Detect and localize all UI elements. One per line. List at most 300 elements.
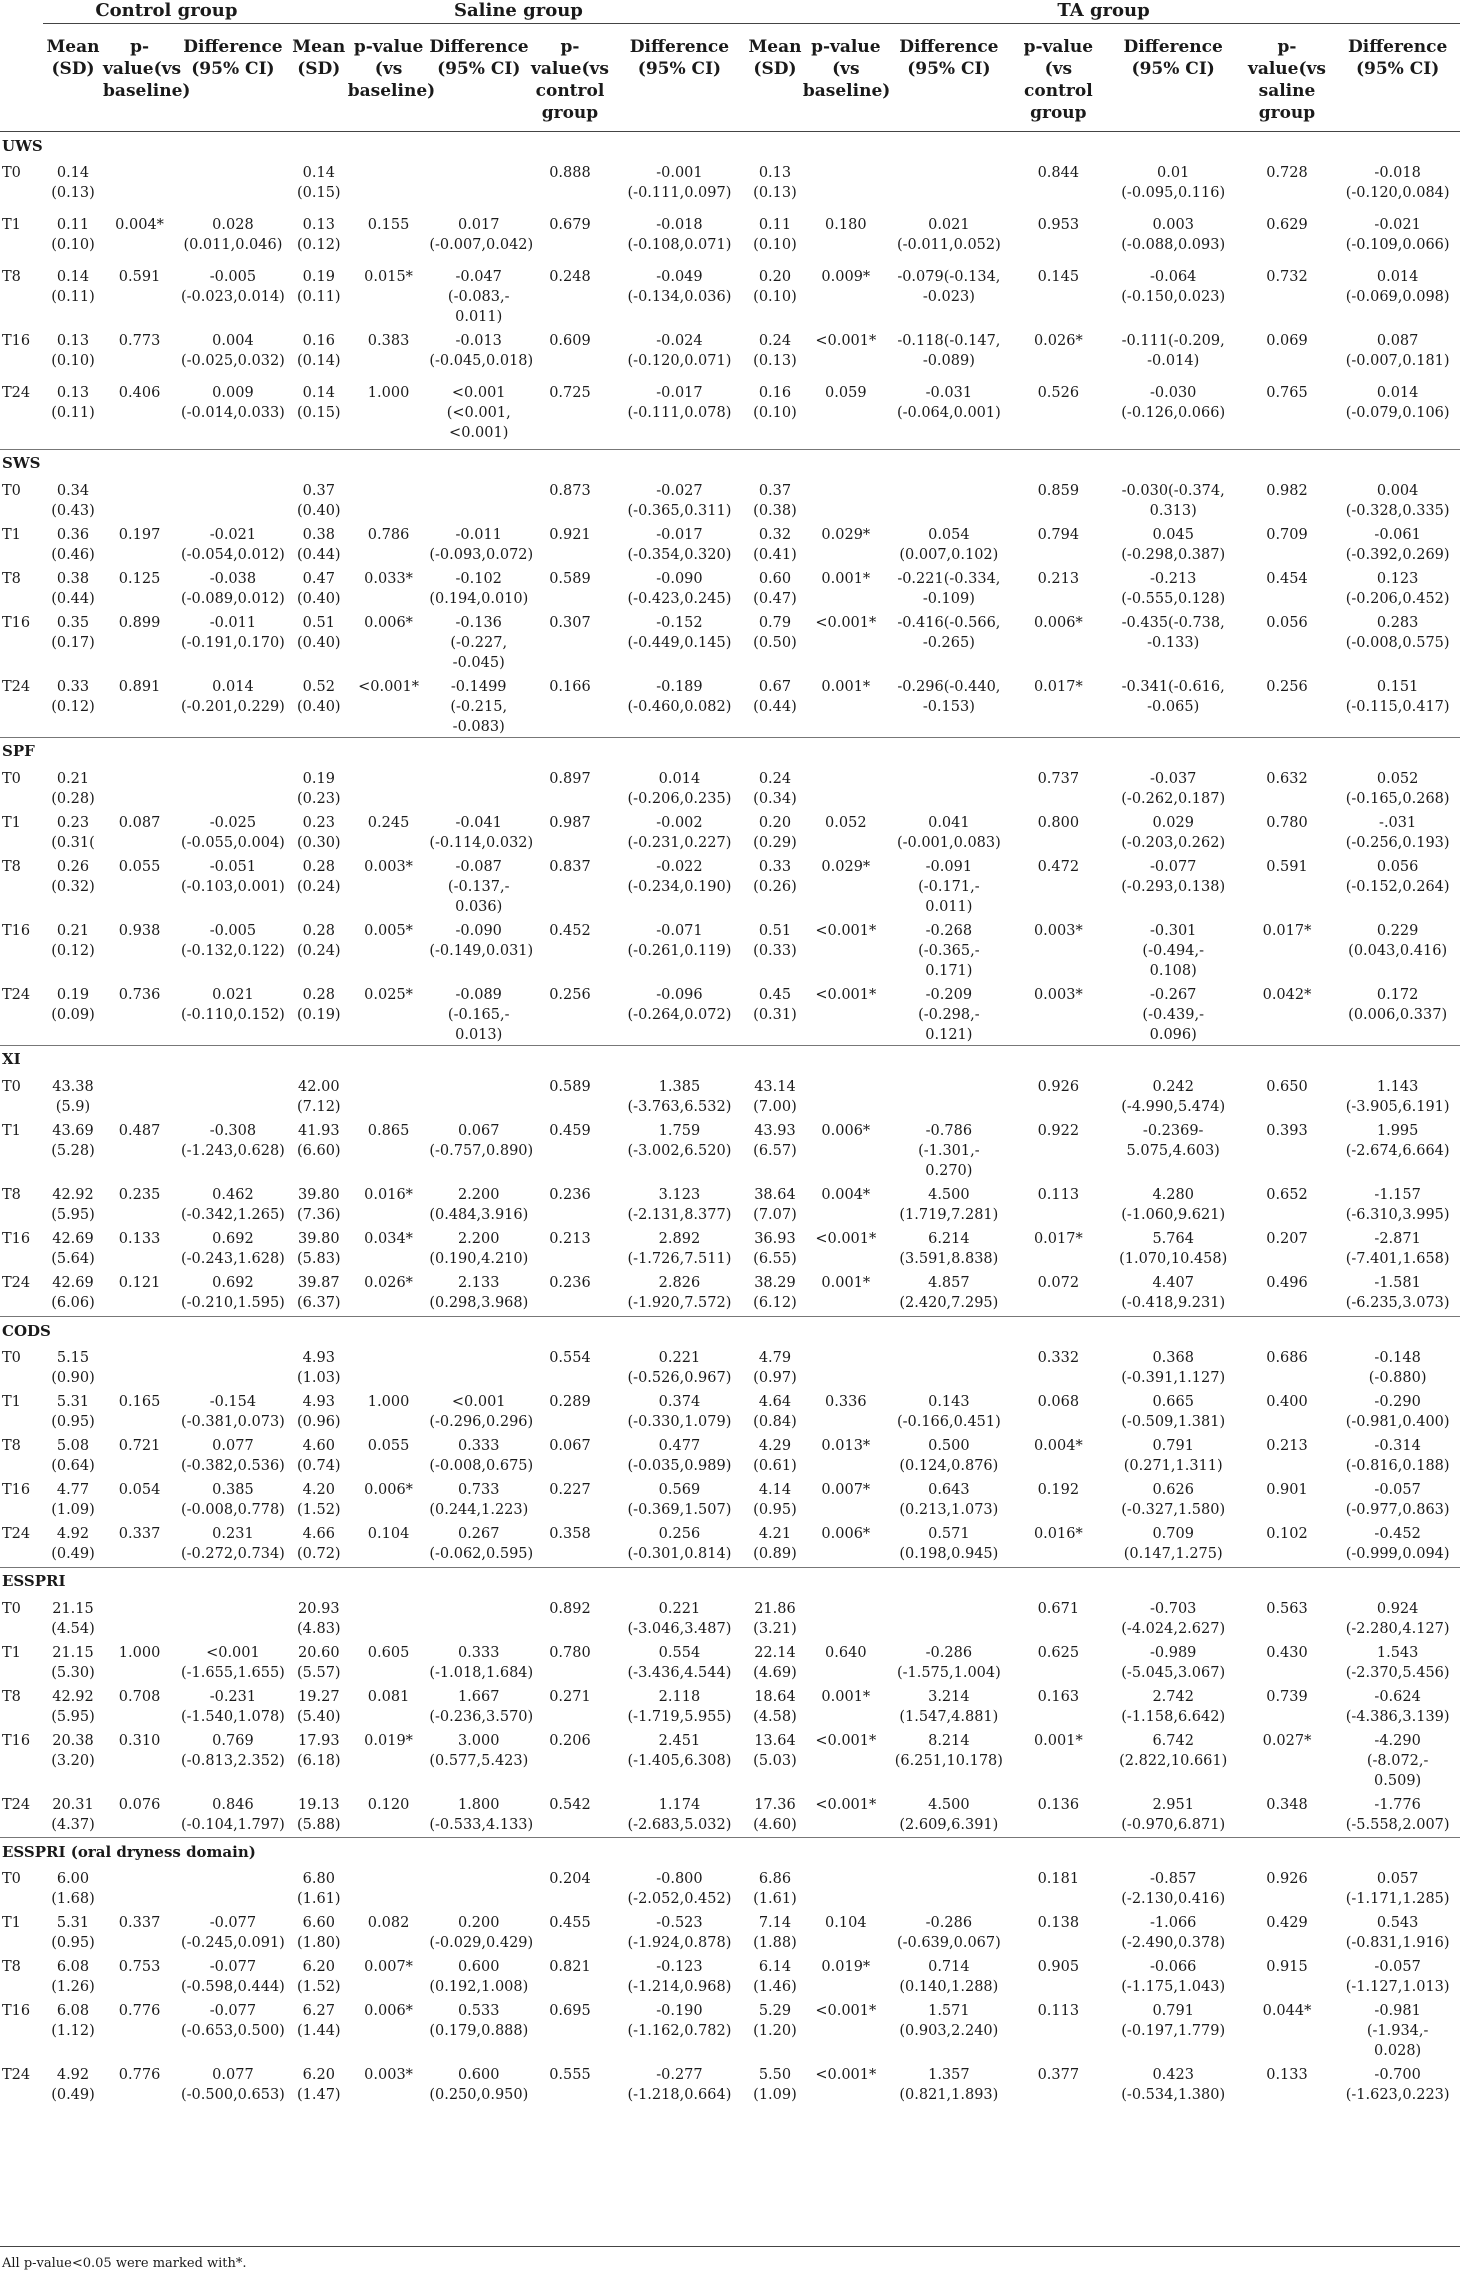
table-cell: 0.982 [1266, 482, 1308, 499]
table-body [0, 132, 1460, 2106]
table-cell: 0.013* [821, 1438, 871, 1454]
table-cell: 0.650 [1266, 1078, 1308, 1095]
table-cell: 0.067 [549, 1438, 591, 1454]
table-cell: 21.86 (3.21) [753, 1600, 797, 1637]
table-cell: 0.221 (-3.046,3.487) [627, 1600, 732, 1637]
table-cell: 0.626 (-0.327,1.580) [1121, 1482, 1226, 1518]
table-cell: 0.45 (0.31) [753, 986, 797, 1023]
table-cell: 41.93 (6.60) [296, 1122, 341, 1159]
table-cell: -0.096 (-0.264,0.072) [627, 986, 732, 1023]
table-cell: 0.383 [367, 333, 410, 349]
table-cell: 0.077 (-0.382,0.536) [181, 1438, 285, 1474]
table-cell: -0.416(-0.566, -0.265) [897, 614, 1001, 651]
table-cell: 0.004 (-0.328,0.335) [1345, 482, 1450, 519]
table-cell: 0.14 (0.15) [296, 165, 341, 201]
table-cell: 0.200 (-0.029,0.429) [429, 1915, 534, 1951]
table-cell: -0.041 (-0.114,0.032) [429, 814, 534, 851]
table-cell: 0.686 [1266, 1350, 1308, 1366]
table-cell: 0.21 (0.28) [51, 770, 95, 807]
table-row [0, 327, 1460, 379]
table-cell: 0.679 [549, 217, 591, 233]
table-cell: 0.007* [364, 1959, 413, 1975]
table-cell: 0.709 (0.147,1.275) [1123, 1526, 1223, 1562]
table-cell: -0.030 (-0.126,0.066) [1121, 385, 1226, 421]
table-cell: 0.455 [549, 1915, 591, 1931]
timepoint-cell: T24 [2, 1796, 31, 1813]
table-cell: 8.214 (6.251,10.178) [894, 1732, 1003, 1769]
table-cell: 0.915 [1266, 1959, 1308, 1975]
table-cell: 0.873 [549, 482, 591, 499]
table-cell: 0.003 (-0.088,0.093) [1121, 217, 1226, 253]
table-cell: 0.926 [1037, 1078, 1080, 1095]
table-cell: 0.600 (0.192,1.008) [429, 1959, 529, 1995]
table-cell: 0.180 [825, 217, 867, 233]
table-cell: 0.37 (0.40) [296, 482, 341, 519]
table-cell: -1.157 (-6.310,3.995) [1345, 1186, 1450, 1223]
table-cell: <0.001* [358, 678, 420, 695]
table-cell: 0.60 (0.47) [753, 570, 797, 607]
table-cell: 0.337 [118, 1526, 161, 1542]
table-cell: -0.296(-0.440, -0.153) [897, 678, 1001, 715]
table-cell: 0.11 (0.10) [51, 217, 95, 253]
table-cell [103, 1865, 176, 1909]
table-cell [348, 1344, 430, 1388]
table-cell: 0.35 (0.17) [51, 614, 95, 651]
table-cell: 0.052 (-0.165,0.268) [1345, 770, 1450, 807]
table-cell: 1.759 (-3.002,6.520) [627, 1122, 732, 1159]
table-cell: 0.922 [1037, 1122, 1080, 1139]
col-header-ta-diff-control: Difference (95% CI) [1108, 24, 1239, 132]
table-cell: 0.145 [1037, 269, 1080, 285]
table-cell: 0.197 [118, 526, 161, 543]
table-cell: 0.865 [367, 1122, 410, 1139]
table-cell [176, 1595, 290, 1639]
table-cell: 0.728 [1266, 165, 1308, 181]
col-header-control-p-baseline: p-value(vs baseline) [103, 24, 176, 132]
table-cell: -0.314 (-0.816,0.188) [1345, 1438, 1450, 1474]
table-cell: 0.125 [118, 570, 161, 587]
table-cell: 0.056 (-0.152,0.264) [1345, 858, 1450, 895]
table-cell: -0.154 (-0.381,0.073) [181, 1394, 285, 1430]
table-cell: 0.19 (0.09) [51, 986, 95, 1023]
table-cell: 43.93 (6.57) [753, 1122, 797, 1159]
table-cell: 0.019* [364, 1732, 413, 1749]
table-cell [103, 1595, 176, 1639]
table-cell: 2.200 (0.190,4.210) [429, 1230, 529, 1267]
table-cell: -0.049 (-0.134,0.036) [627, 269, 732, 305]
table-cell: 6.214 (3.591,8.838) [899, 1230, 999, 1267]
table-row [0, 1953, 1460, 1997]
table-cell: 0.800 [1037, 814, 1080, 831]
table-cell: 0.554 [549, 1350, 591, 1366]
table-cell: 0.652 [1266, 1186, 1308, 1203]
table-cell: 0.113 [1037, 2003, 1080, 2019]
section-header-row [0, 1838, 1460, 1866]
table-cell: -0.989 (-5.045,3.067) [1121, 1644, 1226, 1681]
section-title: ESSPRI (oral dryness domain) [0, 1838, 1460, 1866]
table-cell: 0.041 (-0.001,0.083) [896, 814, 1001, 851]
table-cell: 6.08 (1.12) [51, 2003, 95, 2039]
table-cell: 0.374 (-0.330,1.079) [627, 1394, 732, 1430]
table-cell: 0.19 (0.11) [296, 269, 341, 305]
table-cell: 1.357 (0.821,1.893) [899, 2067, 999, 2103]
table-cell: 0.077 (-0.500,0.653) [181, 2067, 285, 2103]
table-cell: 0.733 (0.244,1.223) [429, 1482, 529, 1518]
table-row [0, 1225, 1460, 1269]
table-cell: 0.714 (0.140,1.288) [899, 1959, 999, 1995]
table-cell [429, 159, 528, 211]
table-cell: 0.423 (-0.534,1.380) [1121, 2067, 1226, 2103]
table-cell: -0.057 (-0.977,0.863) [1345, 1482, 1450, 1518]
col-header-saline-p-control: p-value(vs control group [528, 24, 612, 132]
table-cell: 6.80 (1.61) [296, 1871, 341, 1907]
col-header-ta-p-saline: p-value(vs saline group [1239, 24, 1336, 132]
table-cell: 5.15 (0.90) [51, 1350, 95, 1386]
table-cell: 0.776 [118, 2003, 161, 2019]
table-cell: 0.16 (0.14) [296, 333, 341, 369]
table-cell: 1.800 (-0.533,4.133) [429, 1796, 534, 1833]
table-cell: 0.26 (0.32) [51, 858, 95, 895]
table-cell: 17.93 (6.18) [296, 1732, 341, 1769]
table-cell: 0.003* [1033, 922, 1083, 939]
table-cell: 43.38 (5.9) [52, 1078, 94, 1115]
col-header-ta-p-control: p-value (vs control group [1009, 24, 1108, 132]
table-cell: 5.31 (0.95) [51, 1915, 95, 1951]
table-cell: 0.006* [821, 1122, 871, 1139]
table-cell [889, 1344, 1009, 1388]
table-row [0, 1791, 1460, 1838]
table-cell: 4.29 (0.61) [753, 1438, 797, 1474]
table-cell [429, 1073, 528, 1117]
table-cell: 0.042* [1262, 986, 1312, 1003]
table-cell: 0.017* [1033, 678, 1083, 695]
table-cell [429, 477, 528, 521]
table-row [0, 1181, 1460, 1225]
table-cell: 38.64 (7.07) [753, 1186, 797, 1223]
table-cell: 0.794 [1037, 526, 1080, 543]
col-header-ta-p-baseline: p-value (vs baseline) [803, 24, 889, 132]
timepoint-cell: T24 [2, 1526, 31, 1542]
table-cell: -1.581 (-6.235,3.073) [1345, 1274, 1450, 1311]
table-cell: 0.987 [549, 814, 591, 831]
table-cell: 0.236 [549, 1274, 591, 1291]
table-cell: 0.026* [1033, 333, 1083, 349]
table-cell: -0.800 (-2.052,0.452) [627, 1871, 732, 1907]
table-cell: 0.33 (0.26) [753, 858, 797, 895]
table-cell: 0.487 [118, 1122, 161, 1139]
table-cell: 0.11 (0.10) [753, 217, 797, 253]
table-cell: 0.014 (-0.206,0.235) [627, 770, 732, 807]
table-cell [889, 765, 1009, 809]
table-cell: 0.072 [1037, 1274, 1080, 1291]
table-cell: 6.20 (1.47) [296, 2067, 341, 2103]
table-cell: 0.67 (0.44) [753, 678, 797, 715]
table-cell: 0.207 [1266, 1230, 1308, 1247]
table-cell: -0.857 (-2.130,0.416) [1121, 1871, 1226, 1907]
table-cell: 0.23 (0.30) [296, 814, 341, 851]
column-header-row [0, 24, 1460, 132]
timepoint-cell: T0 [2, 1078, 21, 1095]
table-cell: -0.268 (-0.365,- 0.171) [918, 922, 980, 979]
table-cell: 0.640 [825, 1644, 867, 1661]
table-cell: 4.66 (0.72) [296, 1526, 341, 1562]
table-cell: 0.004* [821, 1186, 871, 1203]
table-cell: 1.995 (-2.674,6.664) [1345, 1122, 1450, 1159]
table-row [0, 1595, 1460, 1639]
table-cell: 0.102 [1266, 1526, 1308, 1542]
table-cell: 39.87 (6.37) [296, 1274, 341, 1311]
table-cell: 0.776 [118, 2067, 161, 2083]
table-cell: 0.859 [1037, 482, 1080, 499]
col-header-ta-diff: Difference (95% CI) [889, 24, 1009, 132]
table-cell: -0.231 (-1.540,1.078) [181, 1688, 285, 1725]
table-row [0, 853, 1460, 917]
table-cell: 21.15 (5.30) [51, 1644, 95, 1681]
table-cell: <0.001* [815, 1732, 877, 1749]
table-cell: 0.213 [549, 1230, 591, 1247]
table-cell: 4.500 (1.719,7.281) [899, 1186, 999, 1223]
table-row [0, 1727, 1460, 1791]
col-header-saline-mean: Mean (SD) [290, 24, 348, 132]
table-cell [803, 1865, 889, 1909]
table-cell: 0.017* [1033, 1230, 1083, 1247]
table-cell: 6.742 (2.822,10.661) [1119, 1732, 1228, 1769]
table-cell: -0.102 (0.194,0.010) [429, 570, 529, 607]
table-cell: -0.786 (-1.301,- 0.270) [918, 1122, 980, 1179]
table-cell: <0.001* [815, 986, 877, 1003]
table-cell: 0.888 [549, 165, 591, 181]
col-header-saline-diff-control: Difference (95% CI) [612, 24, 747, 132]
table-row [0, 1865, 1460, 1909]
table-cell: 0.569 (-0.369,1.507) [627, 1482, 732, 1518]
table-cell: 0.36 (0.46) [51, 526, 95, 563]
table-cell: 0.79 (0.50) [753, 614, 797, 651]
table-cell: -0.111(-0.209, -0.014) [1121, 333, 1225, 369]
table-cell: 0.629 [1266, 217, 1308, 233]
table-cell: 0.13 (0.11) [51, 385, 95, 421]
table-cell: 0.385 (-0.008,0.778) [181, 1482, 285, 1518]
table-cell: -0.002 (-0.231,0.227) [627, 814, 732, 851]
table-cell: 6.27 (1.44) [296, 2003, 341, 2039]
table-row [0, 211, 1460, 263]
table-cell: -0.011 (-0.191,0.170) [181, 614, 285, 651]
table-cell: -0.286 (-0.639,0.067) [896, 1915, 1001, 1951]
timepoint-cell: T0 [2, 770, 21, 787]
table-cell: 0.780 [1266, 814, 1308, 831]
table-cell: 0.003* [364, 2067, 413, 2083]
table-cell: 0.054 (0.007,0.102) [899, 526, 999, 563]
timepoint-cell: T1 [2, 1915, 21, 1931]
footnote: All p-value<0.05 were marked with*. [2, 2256, 247, 2271]
table-cell: 2.826 (-1.920,7.572) [627, 1274, 732, 1311]
table-cell: 0.052 [825, 814, 867, 831]
table-cell: -0.066 (-1.175,1.043) [1121, 1959, 1226, 1995]
table-cell: 2.118 (-1.719,5.955) [627, 1688, 732, 1725]
table-row [0, 673, 1460, 738]
section-title: UWS [0, 132, 1460, 160]
table-cell: -0.024 (-0.120,0.071) [627, 333, 732, 369]
section-header-row [0, 1045, 1460, 1073]
table-row [0, 1520, 1460, 1567]
table-cell: 0.393 [1266, 1122, 1308, 1139]
table-row [0, 1432, 1460, 1476]
table-cell: -0.061 (-0.392,0.269) [1345, 526, 1450, 563]
ta-group-header: TA group [747, 0, 1460, 24]
table-cell [429, 1344, 528, 1388]
table-cell: 0.13 (0.13) [753, 165, 797, 201]
table-cell: 0.029* [821, 858, 871, 875]
table-cell: -0.077 (-0.293,0.138) [1121, 858, 1226, 895]
table-cell [348, 765, 430, 809]
table-cell: 0.897 [549, 770, 591, 787]
table-row [0, 809, 1460, 853]
table-cell: 0.589 [549, 1078, 591, 1095]
table-cell: 0.500 (0.124,0.876) [899, 1438, 999, 1474]
table-cell: 0.068 [1037, 1394, 1080, 1410]
table-cell [176, 765, 290, 809]
table-cell: 0.28 (0.24) [296, 858, 341, 895]
timepoint-cell: T16 [2, 2003, 31, 2019]
timepoint-cell: T8 [2, 1959, 21, 1975]
table-cell [176, 1073, 290, 1117]
timepoint-cell: T1 [2, 814, 21, 831]
table-row [0, 2061, 1460, 2105]
table-cell: 0.605 [367, 1644, 410, 1661]
col-header-control-mean: Mean (SD) [43, 24, 103, 132]
table-cell: 0.589 [549, 570, 591, 587]
table-cell: -0.089 (-0.165,- 0.013) [447, 986, 510, 1043]
table-cell: 1.000 [367, 1394, 410, 1410]
table-cell: 6.00 (1.68) [51, 1871, 95, 1907]
table-row [0, 1909, 1460, 1953]
table-cell: 4.92 (0.49) [51, 1526, 95, 1562]
table-cell: 0.938 [118, 922, 161, 939]
timepoint-cell: T8 [2, 1688, 21, 1705]
table-cell: 0.765 [1266, 385, 1308, 401]
table-cell: <0.001* [815, 2003, 877, 2019]
table-cell: 0.20 (0.29) [753, 814, 797, 851]
table-cell [803, 477, 889, 521]
timepoint-cell: T1 [2, 1394, 21, 1410]
table-row [0, 609, 1460, 673]
table-cell: 0.591 [118, 269, 161, 285]
table-cell [103, 1073, 176, 1117]
table-cell: 0.014 (-0.069,0.098) [1345, 269, 1450, 305]
table-cell: -0.087 (-0.137,- 0.036) [447, 858, 510, 915]
table-cell: 0.34 (0.43) [51, 482, 95, 519]
table-cell: 2.200 (0.484,3.916) [429, 1186, 529, 1223]
table-cell: 0.206 [549, 1732, 591, 1749]
table-cell: 0.609 [549, 333, 591, 349]
table-cell: 0.082 [367, 1915, 410, 1931]
table-cell: 0.017 (-0.007,0.042) [429, 217, 534, 253]
table-cell: 0.034* [364, 1230, 413, 1247]
table-cell: 0.13 (0.10) [51, 333, 95, 369]
table-cell: 0.571 (0.198,0.945) [899, 1526, 999, 1562]
table-cell [103, 159, 176, 211]
table-cell: 1.543 (-2.370,5.456) [1345, 1644, 1450, 1681]
table-cell [348, 1595, 430, 1639]
table-cell: 0.452 [549, 922, 591, 939]
table-cell: 39.80 (5.83) [296, 1230, 341, 1267]
table-cell: 0.001* [821, 570, 871, 587]
table-cell: <0.001* [815, 2067, 877, 2083]
table-cell: 0.229 (0.043,0.416) [1348, 922, 1448, 959]
timepoint-cell: T0 [2, 165, 21, 181]
table-cell: 0.51 (0.40) [296, 614, 341, 651]
table-cell: 0.006* [821, 1526, 871, 1542]
table-cell: 6.20 (1.52) [296, 1959, 341, 1995]
table-cell: -1.066 (-2.490,0.378) [1121, 1915, 1226, 1951]
table-cell: 18.64 (4.58) [753, 1688, 797, 1725]
table-cell [889, 1073, 1009, 1117]
table-cell: 5.31 (0.95) [51, 1394, 95, 1430]
table-cell: 0.104 [825, 1915, 867, 1931]
table-cell: 0.009* [821, 269, 871, 285]
table-cell: 4.20 (1.52) [296, 1482, 341, 1518]
table-cell: 0.133 [1266, 2067, 1308, 2083]
table-cell [803, 1595, 889, 1639]
table-cell: -0.221(-0.334, -0.109) [897, 570, 1001, 607]
table-cell: -0.051 (-0.103,0.001) [181, 858, 285, 895]
table-cell: -0.064 (-0.150,0.023) [1121, 269, 1226, 305]
table-cell: 0.477 (-0.035,0.989) [627, 1438, 732, 1474]
table-cell: -0.090 (-0.149,0.031) [429, 922, 534, 959]
table-row [0, 1388, 1460, 1432]
table-cell: -0.152 (-0.449,0.145) [627, 614, 732, 651]
table-cell: 0.006* [364, 1482, 413, 1498]
table-cell: 1.000 [118, 1644, 161, 1661]
table-cell: 0.462 (-0.342,1.265) [181, 1186, 285, 1223]
table-cell: 0.600 (0.250,0.950) [429, 2067, 529, 2103]
table-cell: 0.554 (-3.436,4.544) [627, 1644, 732, 1681]
col-header-saline-p-baseline: p-value (vs baseline) [348, 24, 430, 132]
table-cell: 4.64 (0.84) [753, 1394, 797, 1430]
table-cell: 4.93 (0.96) [296, 1394, 341, 1430]
table-cell: 0.753 [118, 1959, 161, 1975]
table-cell: 0.016* [1033, 1526, 1083, 1542]
timepoint-cell: T1 [2, 1644, 21, 1661]
table-cell: -0.301 (-0.494,- 0.108) [1142, 922, 1204, 979]
table-cell: <0.001 (-0.296,0.296) [429, 1394, 534, 1430]
table-cell: -0.308 (-1.243,0.628) [181, 1122, 285, 1159]
table-cell: 20.93 (4.83) [296, 1600, 341, 1637]
table-cell [803, 159, 889, 211]
table-cell: 2.892 (-1.726,7.511) [627, 1230, 732, 1267]
table-cell: 6.14 (1.46) [753, 1959, 797, 1995]
table-cell: 0.643 (0.213,1.073) [899, 1482, 999, 1518]
table-cell: 2.451 (-1.405,6.308) [627, 1732, 732, 1769]
table-cell: 0.526 [1037, 385, 1080, 401]
table-cell: 0.213 [1037, 570, 1080, 587]
table-cell: 0.337 [118, 1915, 161, 1931]
table-cell: 0.28 (0.24) [296, 922, 341, 959]
table-cell: 5.29 (1.20) [753, 2003, 797, 2039]
table-cell: -0.077 (-0.653,0.500) [181, 2003, 285, 2039]
table-cell [103, 477, 176, 521]
table-cell: 0.821 [549, 1959, 591, 1975]
table-cell: 0.844 [1037, 165, 1080, 181]
table-cell: 4.79 (0.97) [753, 1350, 797, 1386]
table-cell: 0.271 [549, 1688, 591, 1705]
table-cell: 0.38 (0.44) [51, 570, 95, 607]
table-cell: -0.018 (-0.108,0.071) [627, 217, 732, 253]
table-cell: 0.192 [1037, 1482, 1080, 1498]
table-cell: 20.38 (3.20) [51, 1732, 95, 1769]
table-cell: -0.005 (-0.132,0.122) [181, 922, 285, 959]
table-cell [889, 477, 1009, 521]
table-cell: 0.24 (0.34) [753, 770, 797, 807]
